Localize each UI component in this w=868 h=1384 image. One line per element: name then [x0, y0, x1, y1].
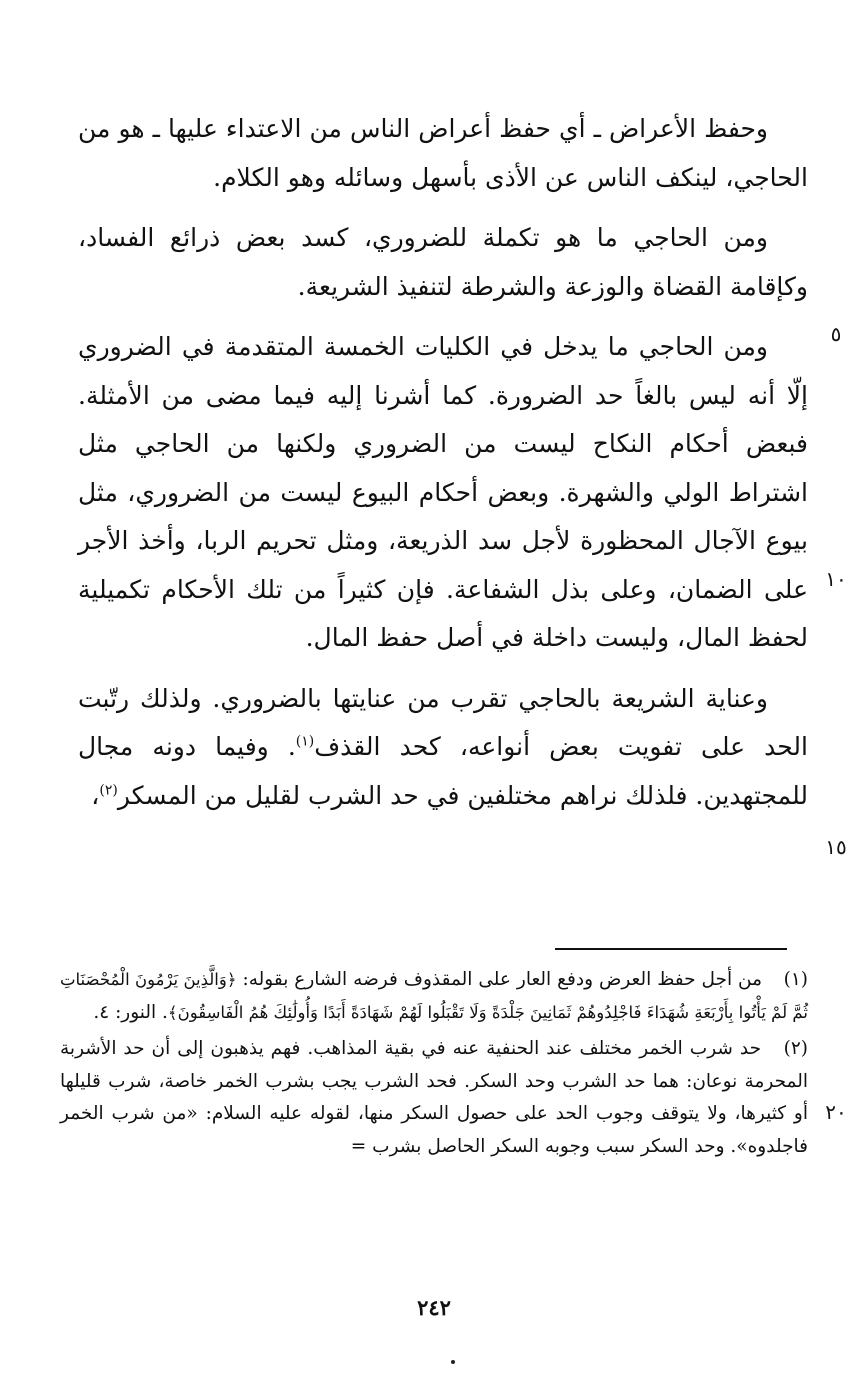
line-number-10: ١٠ — [825, 567, 847, 591]
paragraph-4 — [78, 675, 808, 821]
paragraph-1: وحفظ الأعراض ـ أي حفظ أعراض الناس من الاعتداء عليها ـ هو من الحاجي، لينكف الناس عن الأذى بأسهل وسائله وهو الكلام. — [78, 114, 808, 192]
footnote-ref-1[interactable]: (١) — [295, 733, 315, 750]
footnotes — [60, 964, 808, 1167]
footnote-2-text: حد شرب الخمر مختلف عند الحنفية عنه في بقية المذاهب. فهم يذهبون إلى أن حد الأشربة المحرمة نوعان: هما حد الشرب وحد السكر. فحد الشرب يجب بشرب الخمر خاصة، شرب قليلها أو كثيرها، ولا يتوقف وجوب الحد على حصول السكر منها، لقوله عليه السلام: «من شرب الخمر فاجلدوه». وحد السكر سبب وجوبه السكر الحاصل بشرب = — [60, 1038, 808, 1157]
paragraph-4-part-1: وعناية الشريعة بالحاجي تقرب من عنايتها بالضروري. ولذلك رتّبت الحد على تفويت بعض أنواعه، كحد القذف — [78, 683, 808, 761]
footnote-2-number: (٢) — [783, 1038, 808, 1059]
page-dot — [451, 1360, 455, 1364]
footnote-1-text: من أجل حفظ العرض ودفع العار على المقذوف فرضه الشارع بقوله: — [242, 969, 763, 990]
paragraph-2: ومن الحاجي ما هو تكملة للضروري، كسد بعض ذرائع الفساد، وكإقامة القضاة والوزعة والشرطة لتنفيذ الشريعة. — [78, 223, 808, 301]
footnote-1-number: (١) — [783, 969, 808, 990]
footnote-separator — [555, 948, 787, 950]
paragraph-4-part-3: ، — [91, 780, 100, 810]
main-text — [78, 105, 808, 832]
footnote-2 — [60, 1033, 808, 1163]
footnote-ref-2[interactable]: (٢) — [99, 782, 118, 799]
line-number-5: ٥ — [830, 322, 842, 346]
footnote-1 — [60, 964, 808, 1029]
footnote-1-quran-verse: ﴿وَالَّذِينَ يَرْمُونَ الْمُحْصَنَاتِ ثُمَّ لَمْ يَأْتُوا بِأَرْبَعَةِ شُهَدَاءَ فَاجْلِدُوهُمْ ثَمَانِينَ جَلْدَةً وَلَا تَقْبَلُوا لَهُمْ شَهَادَةً أَبَدًا وَأُولَٰئِكَ هُمُ الْفَاسِقُونَ﴾ — [60, 970, 808, 1022]
line-number-15: ١٥ — [825, 835, 847, 859]
paragraph-4-part-2: . وفيما دونه مجال للمجتهدين. فلذلك نراهم مختلفين في حد الشرب لقليل من المسكر — [78, 732, 808, 810]
footnote-1-reference: . النور: ٤. — [93, 1001, 168, 1023]
line-number-20: ٢٠ — [825, 1100, 847, 1124]
paragraph-3: ومن الحاجي ما يدخل في الكليات الخمسة المتقدمة في الضروري إلّا أنه ليس بالغاً حد الضرورة. كما أشرنا إليه فيما مضى من الأمثلة. فبعض أحكام النكاح ليست من الضروري ولكنها من الحاجي مثل اشتراط الولي والشهرة. وبعض أحكام البيوع ليست من الضروري، مثل بيوع الآجال المحظورة لأجل سد الذريعة، ومثل تحريم الربا، وأخذ الأجر على الضمان، وعلى بذل الشفاعة. فإن كثيراً من تلك الأحكام تكميلية لحفظ المال، وليست داخلة في أصل حفظ المال. — [78, 332, 808, 652]
page-number: ٢٤٢ — [417, 1295, 451, 1320]
